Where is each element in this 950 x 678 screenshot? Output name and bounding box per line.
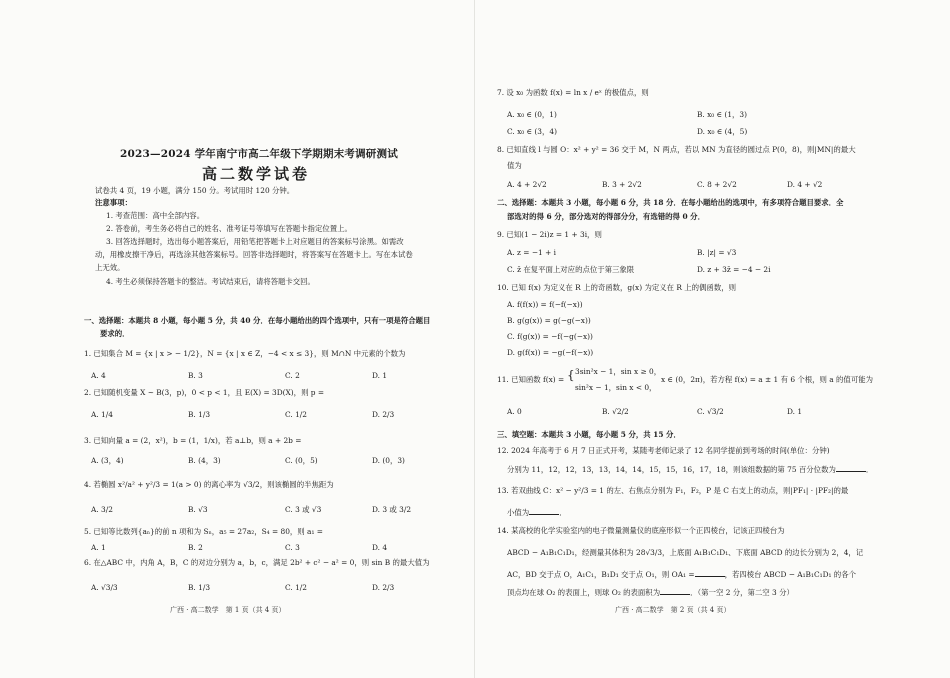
option: A. 1/4 xyxy=(91,410,113,419)
option: A. x₀ ∈ (0，1) xyxy=(507,110,557,119)
option: B. 1/3 xyxy=(188,410,211,419)
option: B. 2 xyxy=(188,543,203,552)
question-14-cont: ABCD − A₁B₁C₁D₁，经测量其体积为 28√3/3，上底面 A₁B₁C₁D₁、下底面 ABCD 的边长分别为 2，4，记 xyxy=(507,548,864,557)
option: C. 8 + 2√2 xyxy=(697,180,737,189)
option: C. 3 xyxy=(285,543,300,552)
exam-page-2 xyxy=(475,0,950,678)
piecewise-case: 3sin²x − 1，sin x ≥ 0， xyxy=(575,367,662,376)
option: B. g(g(x)) = g(−g(−x)) xyxy=(507,316,591,325)
option: B. |z| = √3 xyxy=(697,248,737,257)
question-4: 4. 若椭圆 x²/a² + y²/3 = 1(a > 0) 的离心率为 √3/2，则该椭圆的半焦距为 xyxy=(84,480,334,489)
option: D. 4 xyxy=(372,543,388,552)
option: A. z = −1 + i xyxy=(507,248,556,257)
option: C. (0，5) xyxy=(285,456,318,465)
answer-blank xyxy=(529,507,559,515)
section-heading-cont: 部选对的得 6 分，部分选对的得部分分，有选错的得 0 分． xyxy=(507,212,705,221)
option: C. 1/2 xyxy=(285,410,307,419)
option: D. 2/3 xyxy=(372,410,395,419)
question-14-text: AC，BD 交于点 O，A₁C₁，B₁D₁ 交于点 O₁，则 OA₁ = xyxy=(507,570,695,579)
answer-blank xyxy=(660,587,690,595)
page-footer: 广西 · 高二数学 第 2 页（共 4 页） xyxy=(615,606,731,614)
question-9: 9. 已知(1 − 2i)z = 1 + 3i，则 xyxy=(497,230,602,239)
option: D. 4 + √2 xyxy=(787,180,823,189)
notice-item: 上无效。 xyxy=(95,263,125,272)
option: B. 1/3 xyxy=(188,583,211,592)
option: D. x₀ ∈ (4，5) xyxy=(697,127,748,136)
piecewise-brace: { xyxy=(567,368,575,382)
question-13: 13. 若双曲线 C：x² − y²/3 = 1 的左、右焦点分别为 F₁，F₂，P 是 C 右支上的动点，则|PF₁| · |PF₂|的最 xyxy=(497,486,849,495)
question-14-text: ，若四棱台 ABCD − A₁B₁C₁D₁ 的各个 xyxy=(724,570,856,579)
option: A. 1 xyxy=(91,543,106,552)
option: B. (4，3) xyxy=(188,456,221,465)
option: A. (3，4) xyxy=(91,456,124,465)
notice-item: 4. 考生必须保持答题卡的整洁。考试结束后，请将答题卡交回。 xyxy=(106,277,315,286)
option: A. √3/3 xyxy=(91,583,118,592)
option: A. f(f(x)) = f(−f(−x)) xyxy=(507,300,583,309)
question-14: 14. 某高校的化学实验室内的电子微量测量仪的底座形似一个正四棱台，记该正四棱台为 xyxy=(497,526,785,535)
piecewise-case: sin²x − 1，sin x < 0， xyxy=(575,383,657,392)
section-heading: 三、填空题：本题共 3 小题，每小题 5 分，共 15 分． xyxy=(497,430,681,439)
question-13-text: 小值为 xyxy=(507,508,530,517)
option: C. 2 xyxy=(285,371,300,380)
exam-intro: 试卷共 4 页，19 小题，满分 150 分。考试用时 120 分钟。 xyxy=(95,186,295,195)
notice-item: 2. 答卷前，考生务必将自己的姓名、准考证号等填写在答题卡指定位置上。 xyxy=(106,224,352,233)
question-14-text: ．（第一空 2 分，第二空 3 分） xyxy=(690,588,794,597)
notice-heading: 注意事项： xyxy=(95,198,132,207)
section-heading-cont: 要求的． xyxy=(100,329,130,338)
notice-item: 1. 考查范围：高中全部内容。 xyxy=(106,211,205,220)
question-5: 5. 已知等比数列{aₙ}的前 n 项和为 Sₙ，a₅ = 27a₂，S₄ = 80，则 a₁ = xyxy=(84,527,323,536)
section-heading: 二、选择题：本题共 3 小题，每小题 6 分，共 18 分．在每小题给出的选项中，有多项符合题目要求．全 xyxy=(497,198,844,207)
question-8-cont: 值为 xyxy=(507,161,522,170)
option: D. 1 xyxy=(372,371,388,380)
question-8: 8. 已知直线 l 与圆 O：x² + y² = 36 交于 M，N 两点，若以 MN 为直径的圆过点 P(0，8)，则|MN|的最大 xyxy=(497,145,856,154)
question-7: 7. 设 x₀ 为函数 f(x) = ln x / eˣ 的极值点，则 xyxy=(497,88,649,97)
question-12-cont: 分别为 11，12，12，13，13，14，14，15，15，16，17，18，则该组数据的第 75 百分位数为 ． xyxy=(507,465,874,474)
option: C. √3/2 xyxy=(697,407,724,416)
question-6: 6. 在△ABC 中，内角 A，B，C 的对边分别为 a，b，c，满足 2b² + c² − a² = 0，则 sin B 的最大值为 xyxy=(84,558,430,567)
option: B. x₀ ∈ (1，3) xyxy=(697,110,747,119)
exam-subject: 高二数学试卷 xyxy=(202,165,311,183)
option: C. 3 或 √3 xyxy=(285,505,322,514)
answer-blank xyxy=(695,569,725,577)
section-heading: 一、选择题：本题共 8 小题，每小题 5 分，共 40 分．在每小题给出的四个选项中，只有一项是符合题目 xyxy=(84,316,431,325)
question-14-cont xyxy=(507,569,856,579)
option: D. g(f(x)) = −g(−f(−x)) xyxy=(507,348,594,357)
option: A. 3/2 xyxy=(91,505,113,514)
answer-blank xyxy=(836,464,866,472)
option: C. 1/2 xyxy=(285,583,307,592)
question-11: 11. 已知函数 f(x) = xyxy=(497,375,565,384)
notice-item: 3. 回答选择题时，选出每小题答案后，用铅笔把答题卡上对应题目的答案标号涂黑。如需改 xyxy=(106,237,404,246)
question-12: 12. 2024 年高考于 6 月 7 日正式开考，某随考老师记录了 12 名同学提前到考场的时间(单位：分钟) xyxy=(497,446,830,455)
exam-title: 2023—2024 学年南宁市高二年级下学期期末考调研测试 xyxy=(120,148,398,160)
option: D. z + 3z̄ = −4 − 2i xyxy=(697,265,771,274)
option: B. √2/2 xyxy=(602,407,629,416)
question-11-cont: x ∈ (0，2π)，若方程 f(x) = a ± 1 有 6 个根，则 a 的值可能为 xyxy=(661,375,873,384)
page-footer: 广西 · 高二数学 第 1 页（共 4 页） xyxy=(170,606,286,614)
option: D. 1 xyxy=(787,407,803,416)
question-14-cont xyxy=(507,587,794,597)
question-10: 10. 已知 f(x) 为定义在 R 上的奇函数，g(x) 为定义在 R 上的偶函数，则 xyxy=(497,283,736,292)
option: A. 4 + 2√2 xyxy=(507,180,547,189)
option: D. (0，3) xyxy=(372,456,405,465)
option: A. 0 xyxy=(507,407,522,416)
question-13-cont: 小值为 ． xyxy=(507,508,567,517)
question-14-text: 顶点均在球 O₂ 的表面上，则球 O₂ 的表面积为 xyxy=(507,588,661,597)
option: B. √3 xyxy=(188,505,208,514)
option: B. 3 + 2√2 xyxy=(602,180,642,189)
question-1: 1. 已知集合 M = {x | x > − 1/2}，N = {x | x ∈ Z，−4 < x ≤ 3}，则 M∩N 中元素的个数为 xyxy=(84,349,406,358)
question-12-text: 分别为 11，12，12，13，13，14，14，15，15，16，17，18，则该组数据的第 75 百分位数为 xyxy=(507,465,836,474)
notice-item: 动，用橡皮擦干净后，再选涂其他答案标号。回答非选择题时，将答案写在答题卡上。写在本试卷 xyxy=(95,250,413,259)
option: D. 3 或 3/2 xyxy=(372,505,412,514)
question-2: 2. 已知随机变量 X ~ B(3，p)，0 < p < 1，且 E(X) = 3D(X)，则 p = xyxy=(84,388,325,397)
option: C. x₀ ∈ (3，4) xyxy=(507,127,557,136)
option: C. z̄ 在复平面上对应的点位于第三象限 xyxy=(507,265,635,274)
option: A. 4 xyxy=(91,371,106,380)
question-3: 3. 已知向量 a = (2，x²)，b = (1，1/x)，若 a⊥b，则 a + 2b = xyxy=(84,436,302,445)
option: C. f(g(x)) = −f(−g(−x)) xyxy=(507,332,593,341)
option: D. 2/3 xyxy=(372,583,395,592)
option: B. 3 xyxy=(188,371,203,380)
